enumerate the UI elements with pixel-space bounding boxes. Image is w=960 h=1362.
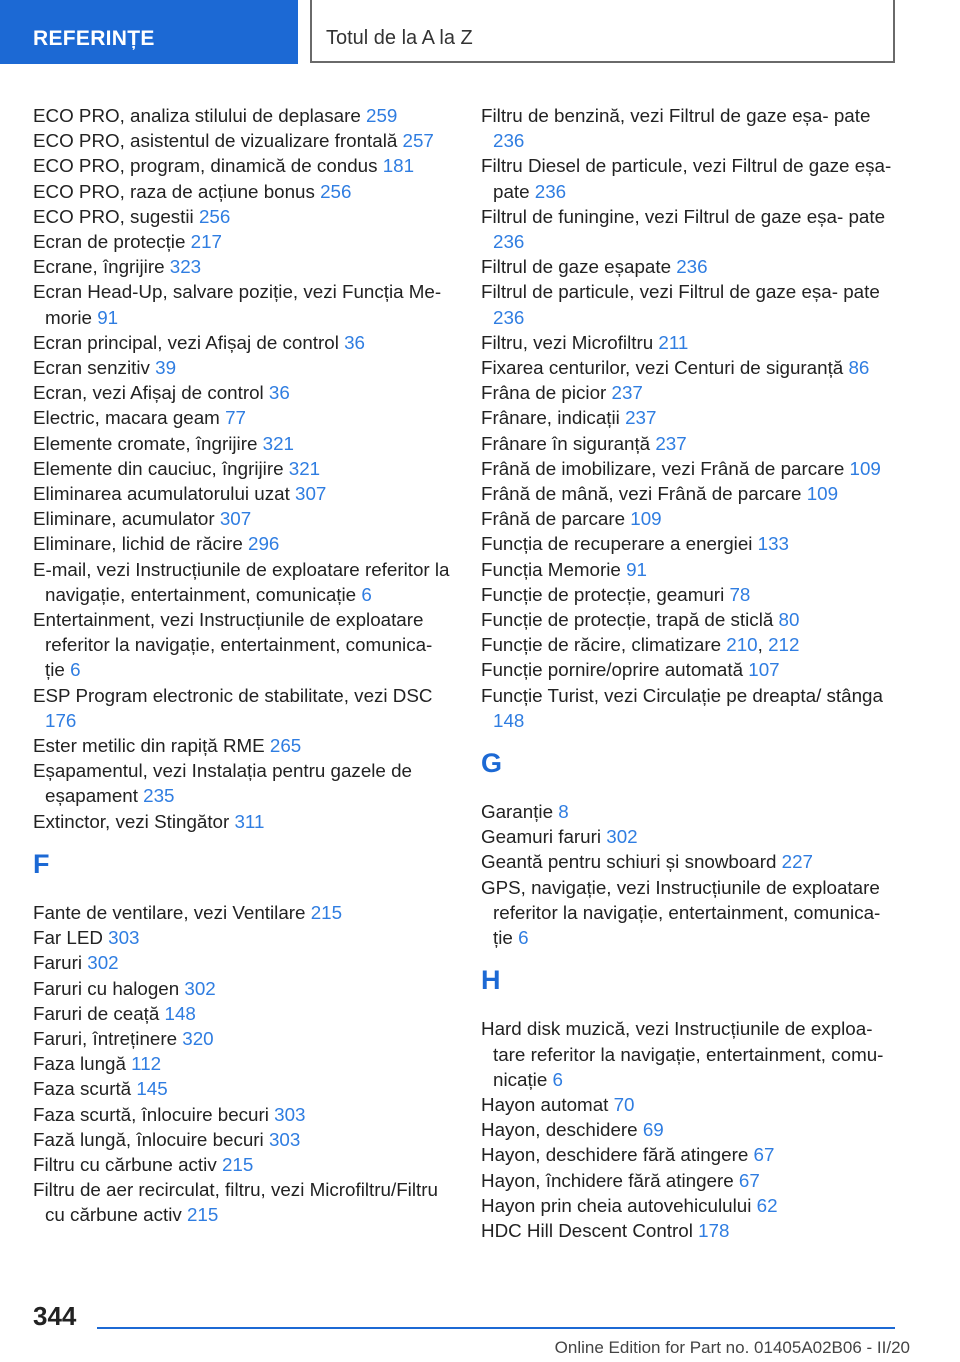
index-entry (33, 481, 453, 506)
index-entry (481, 607, 901, 632)
page-title: Totul de la A la Z (310, 0, 895, 63)
index-entry-text: Hard disk muzică, vezi Instrucțiunile de exploa- tare referitor la navigație, entertainment, comu- nicație (481, 1018, 884, 1090)
index-entry-text: Frânare, indicații (481, 407, 626, 429)
page-link[interactable]: 296 (248, 533, 280, 555)
index-entry (481, 683, 901, 733)
page-link[interactable]: 36 (268, 382, 290, 404)
index-letter-heading: F (33, 848, 50, 879)
index-entry-text: Filtru, vezi Microfiltru (481, 331, 659, 353)
page-link[interactable]: 148 (493, 709, 525, 731)
page-link[interactable]: 303 (274, 1103, 306, 1125)
page-link[interactable]: 236 (493, 130, 525, 152)
index-entry (33, 506, 453, 531)
page-link[interactable]: 215 (310, 901, 343, 923)
index-entry-text: Hayon automat (481, 1093, 614, 1115)
index-entry (33, 103, 453, 128)
index-entry (33, 976, 453, 1001)
index-entry-text: Funcție pornire/oprire automată (481, 659, 749, 681)
index-entry-text: Entertainment, vezi Instrucțiunile de exploatare referitor la navigație, entertainment, comunica- ție (33, 609, 433, 681)
index-entry (33, 809, 453, 834)
index-entry (481, 1193, 901, 1218)
index-entry (33, 683, 453, 733)
index-entry (481, 1168, 901, 1193)
index-entry (33, 229, 453, 254)
index-entry (481, 875, 901, 951)
index-entry-text: Filtru de aer recirculat, filtru, vezi Microfiltru/Filtru cu cărbune activ (33, 1179, 438, 1226)
index-entry-text: HDC Hill Descent Control (481, 1219, 699, 1241)
index-entry-text: Faruri cu halogen (33, 977, 185, 999)
index-entry-text: Far LED (33, 927, 109, 949)
index-entry (33, 431, 453, 456)
index-entry (481, 657, 901, 682)
index-entry (481, 557, 901, 582)
index-entry-text: Garanție (481, 801, 559, 823)
index-entry-text: Eșapamentul, vezi Instalația pentru gazele de eșapament (33, 760, 412, 807)
index-entry (481, 481, 901, 506)
page-link[interactable]: 67 (738, 1169, 760, 1191)
index-entry-text: Hayon, închidere fără atingere (481, 1169, 739, 1191)
index-entry-text: Faruri de ceață (33, 1002, 165, 1024)
page-link[interactable]: 320 (182, 1027, 214, 1049)
index-column-right (481, 103, 901, 1243)
index-entry-text: Geantă pentru schiuri și snowboard (481, 851, 782, 873)
index-entry (481, 1218, 901, 1243)
index-entry-text: Elemente din cauciuc, îngrijire (33, 457, 289, 479)
page-link[interactable]: 307 (295, 483, 327, 505)
page-link[interactable]: 176 (45, 709, 77, 731)
index-entry (33, 1001, 453, 1026)
index-column-left (33, 103, 453, 1228)
page-link[interactable]: 211 (658, 331, 689, 353)
page-link[interactable]: 215 (221, 1153, 254, 1175)
index-entry-text: Funcție de răcire, climatizare (481, 634, 727, 656)
index-entry-text: ECO PRO, sugestii (33, 205, 199, 227)
index-entry (481, 405, 901, 430)
page-link[interactable]: 6 (70, 659, 81, 681)
index-entry (33, 950, 453, 975)
index-entry-text: Electric, macara geam (33, 407, 226, 429)
index-entry-text: Fază lungă, înlocuire becuri (33, 1128, 269, 1150)
index-letter-heading: G (481, 748, 503, 779)
page-link[interactable]: 67 (753, 1144, 775, 1166)
page-link[interactable]: 236 (676, 256, 708, 278)
index-entry-text: Frâna de picior (481, 382, 612, 404)
page-link[interactable]: 236 (493, 306, 525, 328)
page-link[interactable]: 303 (108, 927, 140, 949)
index-entry (481, 1092, 901, 1117)
index-entry-text: Fante de ventilare, vezi Ventilare (33, 901, 311, 923)
index-entry-text: Extinctor, vezi Stingător (33, 810, 235, 832)
index-entry-text: ECO PRO, raza de acțiune bonus (33, 180, 321, 202)
section-tab[interactable]: REFERINȚE (0, 0, 298, 64)
page-link[interactable]: 178 (698, 1219, 730, 1241)
index-entry-text: Ecran Head-Up, salvare poziție, vezi Funcția Me- morie (33, 281, 442, 328)
page-link[interactable]: 256 (320, 180, 352, 202)
index-entry-text: GPS, navigație, vezi Instrucțiunile de exploatare referitor la navigație, entertainment, comunica- ție (481, 876, 881, 949)
index-entry (33, 153, 453, 178)
page-link[interactable]: 215 (186, 1204, 219, 1226)
page-link[interactable]: 86 (848, 357, 870, 379)
page-link[interactable]: 321 (288, 457, 321, 479)
page-link[interactable]: 148 (164, 1002, 196, 1024)
index-entry (33, 330, 453, 355)
index-entry (33, 179, 453, 204)
index-letter-heading: H (481, 965, 501, 996)
index-entry (33, 405, 453, 430)
index-entry (481, 103, 901, 153)
index-entry (481, 531, 901, 556)
index-entry-text: Faza scurtă (33, 1078, 137, 1100)
index-entry (33, 1102, 453, 1127)
index-entry (481, 204, 901, 254)
page-link[interactable]: 302 (87, 952, 119, 974)
index-entry (481, 1016, 901, 1092)
index-entry-text: Funcție de protecție, geamuri (481, 583, 730, 605)
index-entry-text: Filtru cu cărbune activ (33, 1153, 222, 1175)
index-entry-text: Filtrul de particule, vezi Filtrul de gaze eșa- pate (481, 281, 880, 303)
index-entry-text: Elemente cromate, îngrijire (33, 432, 263, 454)
index-entry (33, 1051, 453, 1076)
index-entry (33, 557, 453, 607)
page-link[interactable]: 265 (269, 735, 302, 757)
page-link[interactable]: 302 (606, 826, 638, 848)
page-link[interactable]: 210 (726, 634, 758, 656)
page-link[interactable]: 302 (184, 977, 216, 999)
page-separator: , (757, 634, 769, 656)
page-link[interactable]: 109 (849, 457, 881, 479)
index-entry (481, 582, 901, 607)
page-link[interactable]: 109 (806, 483, 839, 505)
index-entry (33, 733, 453, 758)
page-link[interactable]: 321 (262, 432, 294, 454)
index-entry (33, 279, 453, 329)
page-link[interactable]: 217 (190, 231, 222, 253)
index-entry-text: Ecran senzitiv (33, 357, 156, 379)
index-entry (481, 380, 901, 405)
page-link[interactable]: 109 (630, 508, 662, 530)
index-entry-text: Eliminare, lichid de răcire (33, 533, 249, 555)
index-entry (481, 1117, 901, 1142)
page-link[interactable]: 311 (234, 810, 265, 832)
index-entry-text: Funcție de protecție, trapă de sticlă (481, 609, 779, 631)
index-entry (33, 1177, 453, 1227)
index-entry (33, 1026, 453, 1051)
index-entry (33, 254, 453, 279)
index-entry (481, 849, 901, 874)
index-entry (481, 824, 901, 849)
page-link[interactable]: 257 (402, 130, 434, 152)
index-entry (33, 204, 453, 229)
index-entry (481, 799, 901, 824)
index-entry-text: Eliminarea acumulatorului uzat (33, 483, 296, 505)
page-link[interactable]: 69 (642, 1119, 664, 1141)
page-link[interactable]: 8 (558, 801, 569, 823)
page-link[interactable]: 91 (97, 306, 119, 328)
index-entry (33, 900, 453, 925)
index-entry-text: Filtru Diesel de particule, vezi Filtrul de gaze eșa- pate (481, 155, 892, 202)
page-link[interactable]: 237 (611, 382, 643, 404)
page-link[interactable]: 303 (268, 1128, 301, 1150)
index-entry-text: Frână de imobilizare, vezi Frână de parcare (481, 457, 850, 479)
index-entry-text: Frânare în siguranță (481, 432, 656, 454)
index-entry (481, 279, 901, 329)
page-link[interactable]: 6 (361, 583, 372, 605)
page-link[interactable]: 236 (534, 180, 567, 202)
page-link[interactable]: 80 (778, 609, 800, 631)
index-entry (33, 607, 453, 683)
page-link[interactable]: 39 (155, 357, 177, 379)
page-link[interactable]: 212 (768, 634, 800, 656)
index-entry-text: Funcția de recuperare a energiei (481, 533, 758, 555)
page-link[interactable]: 6 (518, 927, 529, 949)
index-entry-text: ECO PRO, asistentul de vizualizare frontală (33, 130, 403, 152)
page-link[interactable]: 307 (219, 508, 252, 530)
index-entry (481, 153, 901, 203)
index-entry-text: ECO PRO, analiza stilului de deplasare (33, 105, 367, 126)
index-entry-text: Fixarea centurilor, vezi Centuri de siguranță (481, 357, 849, 379)
page-link[interactable]: 236 (493, 231, 525, 253)
index-entry (33, 925, 453, 950)
index-entry-text: Faza lungă (33, 1053, 132, 1075)
index-entry (33, 355, 453, 380)
index-entry (481, 254, 901, 279)
page-link[interactable]: 112 (131, 1053, 162, 1075)
index-entry-text: Faruri, întreținere (33, 1027, 183, 1049)
index-entry-text: Hayon, deschidere (481, 1119, 643, 1141)
page-link[interactable]: 323 (169, 256, 202, 278)
page-number: 344 (33, 1301, 77, 1331)
index-entry (481, 632, 901, 657)
index-entry (481, 330, 901, 355)
index-entry-text: Filtrul de gaze eșapate (481, 256, 677, 278)
page-link[interactable]: 145 (136, 1078, 168, 1100)
index-entry-text: Geamuri faruri (481, 826, 607, 848)
index-entry-text: Ester metilic din rapiță RME (33, 735, 270, 757)
index-entry-text: Funcția Memorie (481, 558, 627, 580)
index-entry-text: Ecran de protecție (33, 231, 191, 253)
index-entry (481, 506, 901, 531)
page-link[interactable]: 36 (344, 331, 365, 353)
page-link[interactable]: 237 (655, 432, 687, 454)
index-entry (33, 380, 453, 405)
index-entry-text: Faza scurtă, înlocuire becuri (33, 1103, 275, 1125)
page-link[interactable]: 62 (756, 1194, 778, 1216)
page-link[interactable]: 77 (225, 407, 246, 429)
index-entry-text: Hayon, deschidere fără atingere (481, 1144, 754, 1166)
page-link[interactable]: 227 (781, 851, 814, 873)
index-entry-text: Faruri (33, 952, 88, 974)
page-link[interactable]: 237 (625, 407, 657, 429)
index-entry-text: Ecran principal, vezi Afișaj de control (33, 331, 345, 353)
page-link[interactable]: 107 (748, 659, 780, 681)
index-entry-text: Hayon prin cheia autovehiculului (481, 1194, 757, 1216)
index-entry-text: Eliminare, acumulator (33, 508, 220, 530)
index-entry (481, 355, 901, 380)
page-link[interactable]: 181 (382, 155, 415, 177)
index-entry (481, 431, 901, 456)
page-link[interactable]: 78 (729, 583, 751, 605)
index-entry-text: ECO PRO, program, dinamică de condus (33, 155, 383, 177)
index-entry-text: Filtrul de funingine, vezi Filtrul de gaze eșa- pate (481, 205, 886, 227)
footer-divider (97, 1327, 895, 1329)
index-entry (33, 128, 453, 153)
index-entry (33, 1076, 453, 1101)
index-entry-text: Frână de parcare (481, 508, 631, 530)
index-entry (33, 1152, 453, 1177)
page-link[interactable]: 256 (198, 205, 231, 227)
index-entry-text: Ecrane, îngrijire (33, 256, 170, 278)
index-entry (481, 456, 901, 481)
index-entry-text: Frână de mână, vezi Frână de parcare (481, 483, 807, 505)
page-header (0, 0, 960, 66)
index-entry-text: Ecran, vezi Afișaj de control (33, 382, 269, 404)
page-link[interactable]: 70 (613, 1093, 635, 1115)
page-link[interactable]: 235 (143, 785, 175, 807)
index-entry (33, 1127, 453, 1152)
index-entry-text: ESP Program electronic de stabilitate, vezi DSC (33, 684, 433, 706)
page-link[interactable]: 259 (366, 105, 398, 126)
page-link[interactable]: 6 (552, 1068, 563, 1090)
page-link[interactable]: 133 (757, 533, 790, 555)
index-entry (33, 456, 453, 481)
index-entry-text: E-mail, vezi Instrucțiunile de exploatare referitor la navigație, entertainment, comunicație (33, 558, 450, 605)
index-entry-text: Filtru de benzină, vezi Filtrul de gaze eșa- pate (481, 105, 871, 126)
index-entry (33, 758, 453, 808)
footer-edition: Online Edition for Part no. 01405A02B06 - II/20 (554, 1338, 910, 1357)
index-entry (481, 1142, 901, 1167)
page-link[interactable]: 91 (626, 558, 647, 580)
index-entry-text: Funcție Turist, vezi Circulație pe dreapta/ stânga (481, 684, 883, 706)
index-entry (33, 531, 453, 556)
